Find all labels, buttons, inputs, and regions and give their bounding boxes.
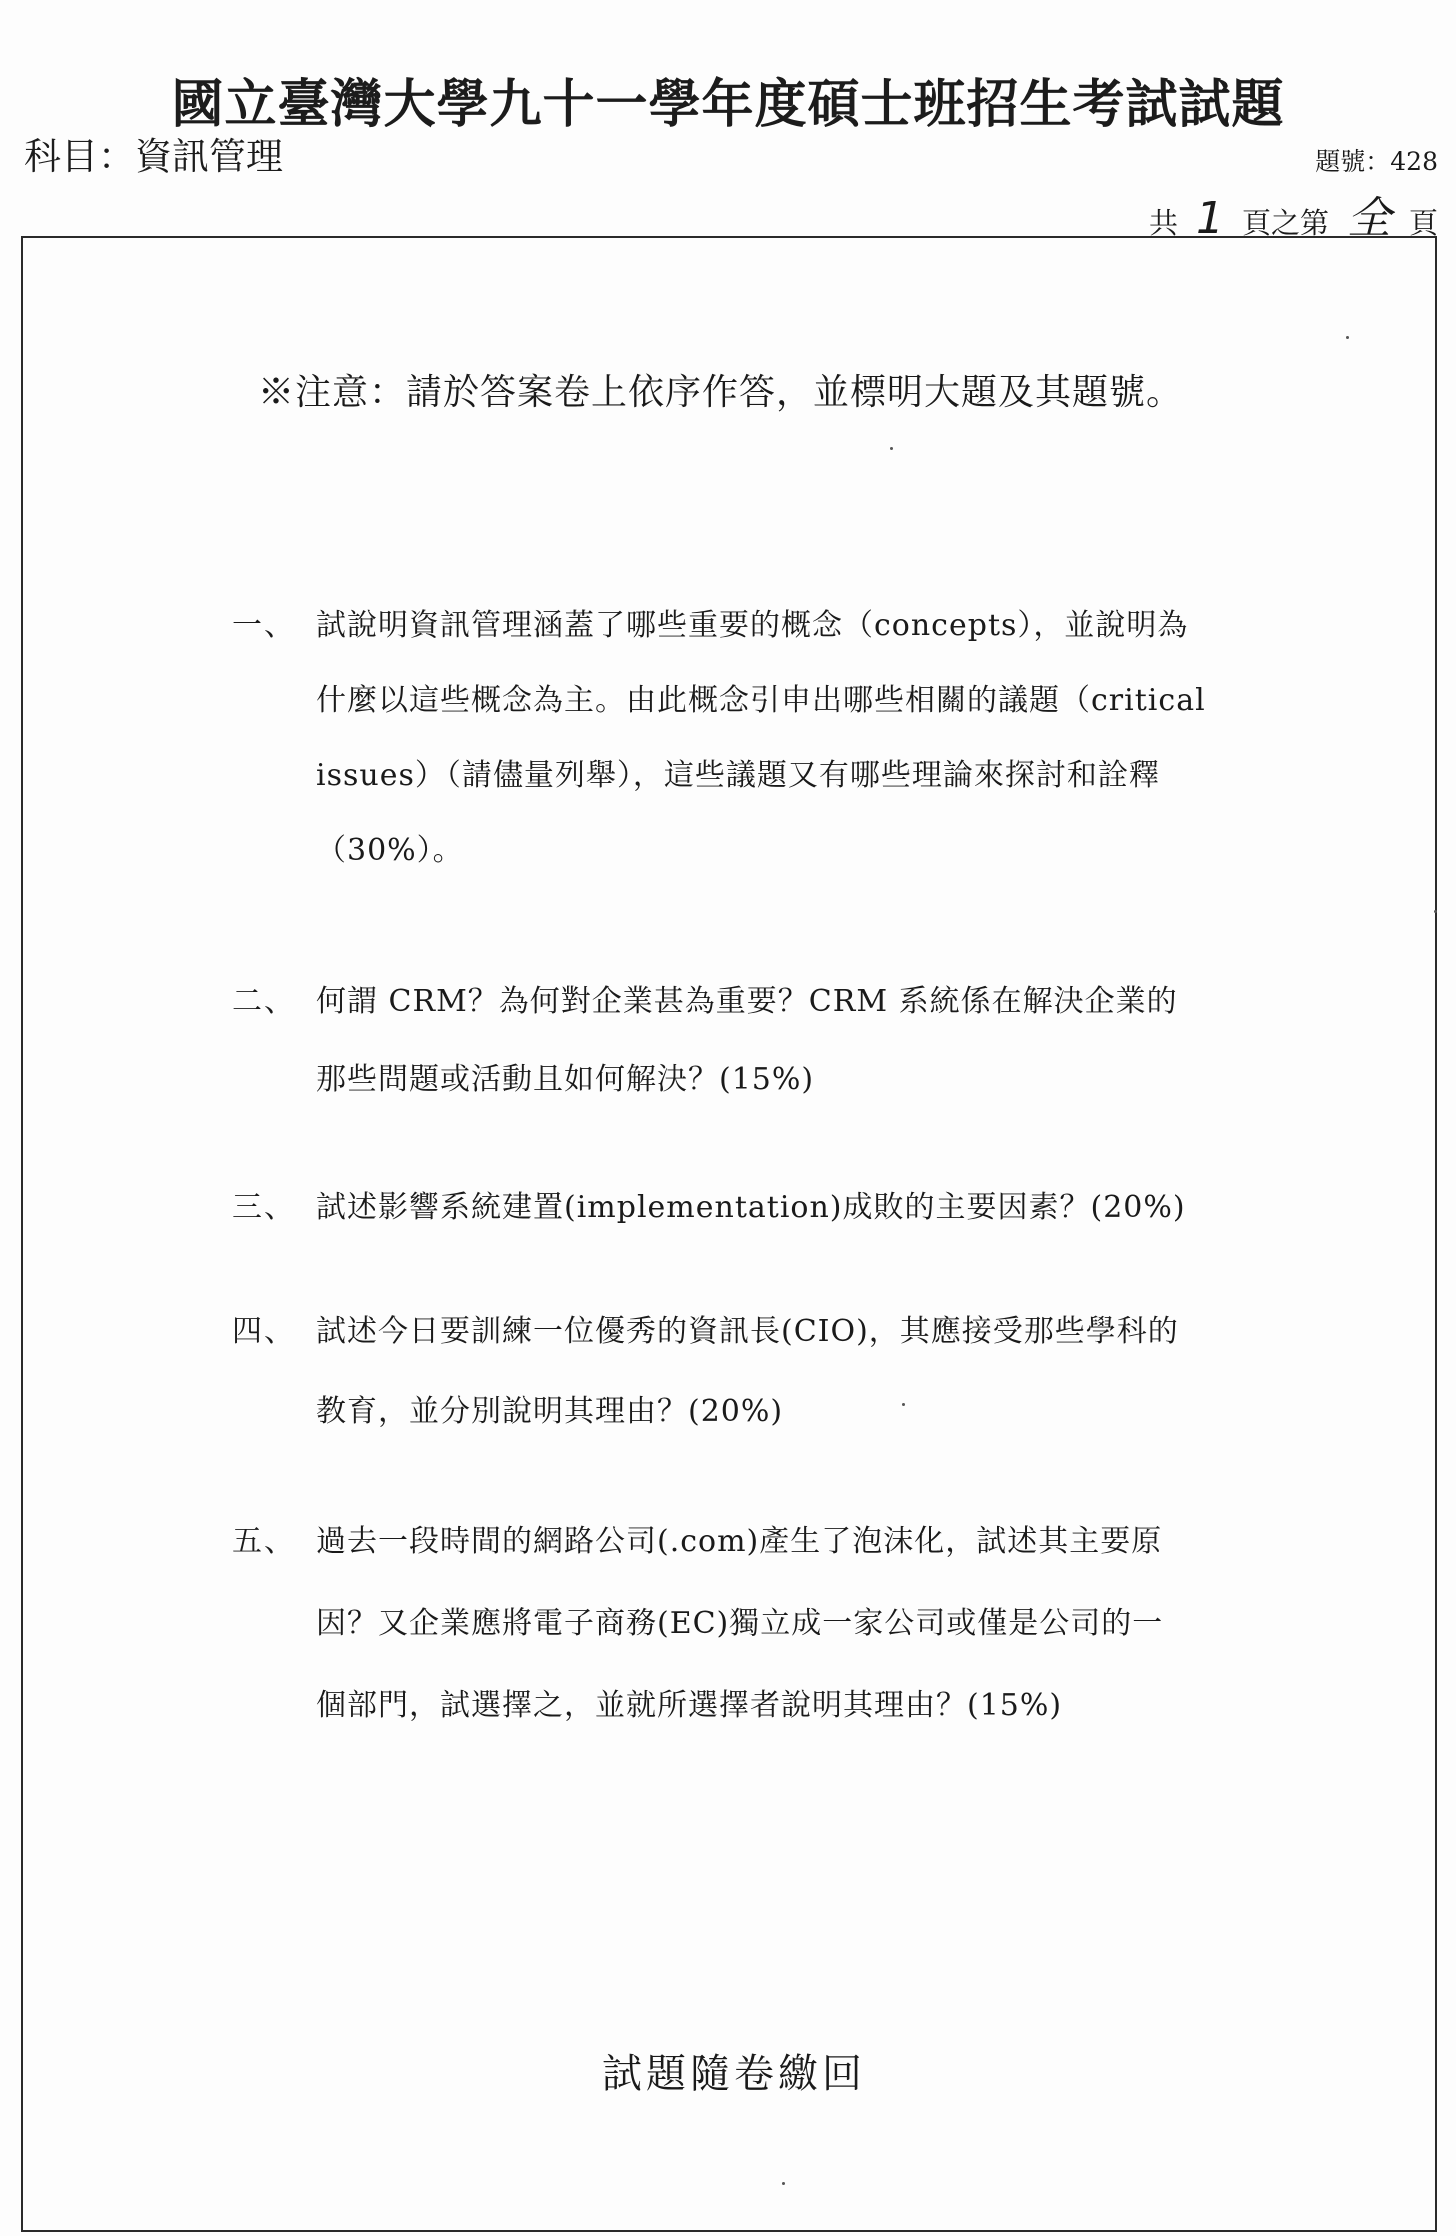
question-2-line-2: 那些問題或活動且如何解決？(15%) — [316, 1062, 815, 1097]
scan-speck — [890, 447, 893, 450]
subject-label: 科目：資訊管理 — [24, 135, 283, 178]
notice-text: ※注意：請於答案卷上依序作答，並標明大題及其題號。 — [258, 372, 1184, 413]
question-5-line-1: 過去一段時間的網路公司(.com)產生了泡沫化，試述其主要原 — [316, 1524, 1163, 1559]
question-5-number: 五、 — [232, 1524, 296, 1559]
question-3-number: 三、 — [232, 1190, 296, 1225]
question-1-line-1: 試說明資訊管理涵蓋了哪些重要的概念（concepts），並說明為 — [316, 608, 1189, 643]
question-4-number: 四、 — [232, 1314, 296, 1349]
question-4-line-1: 試述今日要訓練一位優秀的資訊長(CIO)，其應接受那些學科的 — [316, 1314, 1179, 1349]
question-1-line-3: issues）（請儘量列舉），這些議題又有哪些理論來探討和詮釋 — [316, 758, 1160, 793]
page-current-handwritten: 全 — [1346, 193, 1391, 244]
question-1-line-2: 什麼以這些概念為主。由此概念引申出哪些相關的議題（critical — [316, 683, 1206, 718]
question-1-number: 一、 — [232, 608, 296, 643]
question-1-line-4: （30%）。 — [316, 833, 464, 868]
question-5-line-2: 因？又企業應將電子商務(EC)獨立成一家公司或僅是公司的一 — [316, 1606, 1164, 1641]
content-frame — [21, 236, 1437, 2232]
scan-speck — [782, 2182, 785, 2185]
question-4-line-2: 教育，並分別說明其理由？(20%) — [316, 1394, 784, 1429]
page-total-handwritten: 1 — [1195, 193, 1224, 244]
page-suffix: 頁 — [1408, 206, 1438, 240]
page-prefix: 頁之第 — [1241, 206, 1329, 240]
question-5-line-3: 個部門，試選擇之，並就所選擇者說明其理由？(15%) — [316, 1688, 1063, 1723]
scan-speck — [1346, 336, 1349, 339]
exam-title: 國立臺灣大學九十一學年度碩士班招生考試試題 — [171, 74, 1285, 135]
scan-speck — [902, 1403, 905, 1406]
question-3-line-1: 試述影響系統建置(implementation)成敗的主要因素？(20%) — [316, 1190, 1186, 1225]
page-total-prefix: 共 — [1148, 206, 1178, 240]
question-2-number: 二、 — [232, 984, 296, 1019]
question-number: 題號：428 — [1315, 147, 1438, 176]
scan-speck — [1434, 910, 1437, 913]
question-2-line-1: 何謂 CRM？為何對企業甚為重要？CRM 系統係在解決企業的 — [316, 984, 1178, 1019]
return-notice: 試題隨卷繳回 — [602, 2051, 866, 2097]
